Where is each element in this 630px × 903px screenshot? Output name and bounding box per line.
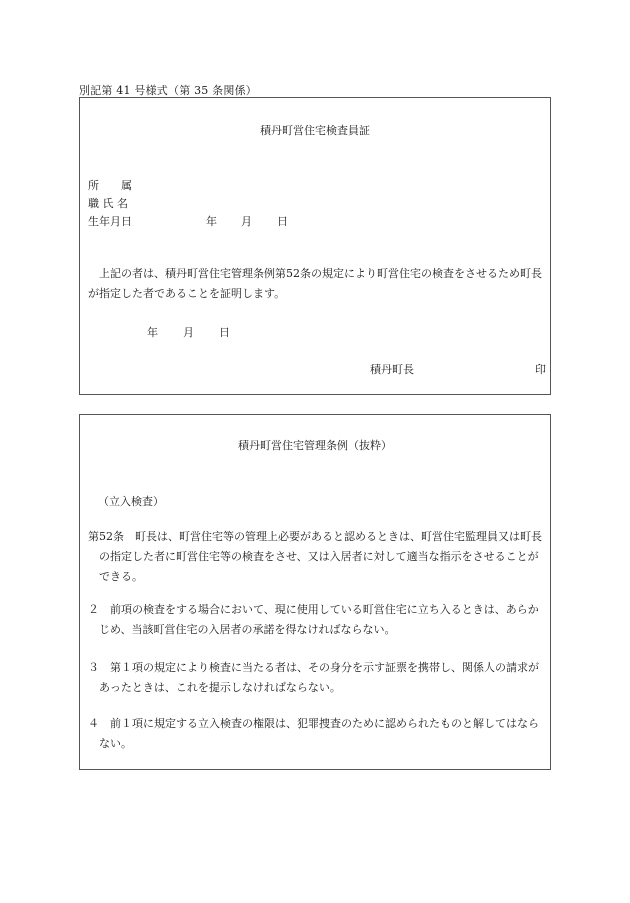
article-52-para-3: ３ 第１項の規定により検査に当たる者は、その身分を示す証票を携帯し、関係人の請求があったときは、これを提示しなければならない。 [88,661,539,694]
seal-mark: 印 [535,363,546,376]
issue-date-year: 年 [147,326,158,339]
article-52: 第52条 町長は、町営住宅等の管理上必要があると認めるときは、町営住宅監理員又は町長の指定した者に町営住宅等の検査をさせ、又は入居者に対して適当な指示をさせることができる。 [88,530,542,583]
birthdate-label: 生年月日 [88,215,132,228]
excerpt-title: 積丹町営住宅管理条例（抜粋） [238,439,392,452]
birthdate-year: 年 [206,215,217,228]
issue-date-month: 月 [183,326,194,339]
article-52-para-4: ４ 前１項に規定する立入検査の権限は、犯罪捜査のために認められたものと解してはならない。 [88,717,539,750]
excerpt-heading: （立入検査） [98,495,164,508]
certificate-body: 上記の者は、積丹町営住宅管理条例第52条の規定により町営住宅の検査をさせるため町長が指定した者であることを証明します。 [88,267,542,300]
birthdate-day: 日 [277,215,288,228]
issue-date-day: 日 [219,326,230,339]
issuer: 積丹町長 [370,363,414,376]
inspector-certificate [79,97,551,395]
position-name-label: 職 氏 名 [88,197,128,210]
affiliation-label: 所 属 [88,179,132,192]
form-caption: 別記第 41 号様式（第 35 条関係） [79,84,257,97]
birthdate-month: 月 [241,215,252,228]
article-52-para-2: ２ 前項の検査をする場合において、現に使用している町営住宅に立ち入るときは、あらかじめ、当該町営住宅の入居者の承諾を得なければならない。 [88,603,539,636]
certificate-title: 積丹町営住宅検査員証 [260,124,370,137]
ordinance-excerpt [79,414,551,770]
